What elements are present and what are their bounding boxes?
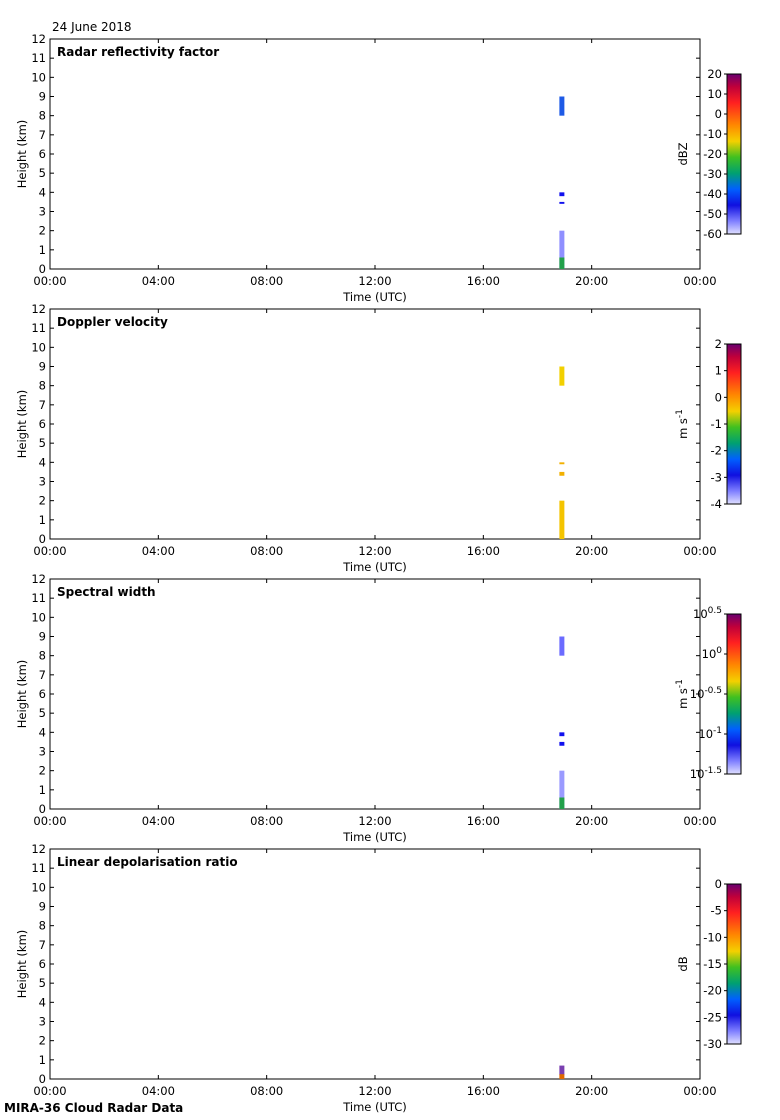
y-tick-label: 7	[38, 127, 46, 142]
radar-echo	[559, 258, 564, 270]
x-tick-label: 04:00	[141, 544, 175, 558]
radar-echo	[559, 798, 564, 810]
y-tick-label: 3	[38, 204, 46, 219]
y-tick-label: 11	[31, 591, 46, 606]
y-tick-label: 2	[38, 493, 46, 508]
colorbar	[727, 614, 741, 774]
colorbar-tick-label: -5	[710, 903, 722, 918]
colorbar-tick-label: -10	[703, 127, 722, 141]
panel-title: Radar reflectivity factor	[57, 45, 220, 59]
y-tick-label: 1	[38, 512, 46, 527]
x-tick-label: 04:00	[141, 274, 175, 288]
y-tick-label: 5	[38, 166, 46, 181]
colorbar-tick-label: -20	[703, 147, 722, 161]
colorbar-tick-label: 1	[714, 363, 722, 378]
x-tick-label: 08:00	[250, 1084, 284, 1098]
radar-echo	[559, 501, 564, 539]
x-tick-label: 08:00	[250, 544, 284, 558]
y-tick-label: 6	[38, 147, 46, 161]
y-tick-label: 2	[38, 763, 46, 778]
colorbar-tick-label: $10^{0.5}$	[693, 606, 722, 621]
y-tick-label: 2	[38, 1033, 46, 1048]
x-tick-label: 04:00	[141, 814, 175, 828]
y-tick-label: 11	[31, 51, 46, 66]
colorbar-tick-label: $10^{-1.5}$	[689, 766, 722, 781]
x-tick-label: 00:00	[683, 274, 717, 288]
colorbar-tick-label: $10^{-0.5}$	[689, 686, 722, 701]
colorbar-tick-label: -30	[703, 1037, 722, 1051]
panel-title: Linear depolarisation ratio	[57, 855, 238, 869]
x-tick-label: 20:00	[575, 1084, 609, 1098]
radar-echo	[559, 742, 564, 746]
panel-title: Spectral width	[57, 585, 156, 599]
y-tick-label: 5	[38, 976, 46, 991]
colorbar-tick-label: -1	[710, 417, 722, 431]
colorbar-tick-label: -30	[703, 167, 722, 181]
plot-frame	[50, 579, 700, 809]
x-axis-label: Time (UTC)	[343, 830, 407, 844]
colorbar-tick-label: 0	[714, 107, 722, 121]
x-tick-label: 16:00	[466, 274, 500, 288]
y-tick-label: 10	[31, 880, 46, 895]
colorbar-unit: dB	[676, 956, 690, 972]
x-tick-label: 16:00	[466, 544, 500, 558]
colorbar-tick-label: 20	[707, 67, 722, 81]
y-tick-label: 9	[38, 629, 46, 644]
colorbar-tick-label: -2	[710, 443, 722, 458]
radar-echo	[559, 97, 564, 116]
colorbar-tick-label: 0	[714, 877, 722, 891]
y-tick-label: 6	[38, 687, 46, 701]
y-tick-label: 4	[38, 995, 46, 1010]
y-tick-label: 12	[31, 32, 46, 46]
y-tick-label: 4	[38, 185, 46, 200]
colorbar-tick-label: -20	[703, 983, 722, 998]
y-tick-label: 10	[31, 610, 46, 625]
y-tick-label: 8	[38, 108, 46, 123]
x-tick-label: 20:00	[575, 274, 609, 288]
y-tick-label: 7	[38, 937, 46, 952]
y-tick-label: 4	[38, 725, 46, 740]
colorbar-tick-label: 2	[714, 337, 722, 351]
colorbar-tick-label: -25	[703, 1010, 722, 1025]
y-axis-label: Height (km)	[15, 119, 29, 189]
colorbar-unit: m $s^{-1}$	[675, 679, 690, 709]
y-tick-label: 12	[31, 842, 46, 856]
y-tick-label: 4	[38, 455, 46, 470]
radar-echo	[559, 192, 564, 196]
x-tick-label: 12:00	[358, 814, 392, 828]
colorbar-tick-label: -10	[703, 930, 722, 945]
y-tick-label: 0	[38, 1072, 46, 1086]
radar-echo	[559, 1074, 564, 1079]
y-tick-label: 3	[38, 1014, 46, 1029]
colorbar-tick-label: $10^{-1}$	[698, 726, 722, 741]
x-tick-label: 08:00	[250, 814, 284, 828]
y-tick-label: 0	[38, 262, 46, 276]
x-axis-label: Time (UTC)	[343, 560, 407, 574]
radar-echo	[559, 202, 564, 204]
y-tick-label: 0	[38, 532, 46, 546]
y-tick-label: 6	[38, 957, 46, 971]
y-tick-label: 1	[38, 242, 46, 257]
x-tick-label: 00:00	[683, 1084, 717, 1098]
y-tick-label: 3	[38, 474, 46, 489]
x-tick-label: 12:00	[358, 1084, 392, 1098]
colorbar-tick-label: -4	[710, 497, 722, 511]
radar-echo	[559, 462, 564, 464]
y-tick-label: 5	[38, 706, 46, 721]
colorbar-tick-label: -3	[710, 470, 722, 485]
y-tick-label: 11	[31, 321, 46, 336]
y-tick-label: 12	[31, 572, 46, 586]
x-tick-label: 16:00	[466, 1084, 500, 1098]
date-label: 24 June 2018	[52, 20, 132, 34]
x-tick-label: 08:00	[250, 274, 284, 288]
x-tick-label: 12:00	[358, 274, 392, 288]
x-tick-label: 20:00	[575, 544, 609, 558]
colorbar-tick-label: $10^0$	[701, 646, 722, 661]
y-tick-label: 1	[38, 782, 46, 797]
colorbar	[727, 344, 741, 504]
x-tick-label: 00:00	[33, 274, 67, 288]
y-tick-label: 2	[38, 223, 46, 238]
y-tick-label: 12	[31, 302, 46, 316]
x-axis-label: Time (UTC)	[343, 290, 407, 304]
x-tick-label: 00:00	[33, 1084, 67, 1098]
plot-frame	[50, 39, 700, 269]
y-tick-label: 3	[38, 744, 46, 759]
colorbar-tick-label: 0	[714, 390, 722, 405]
radar-echo	[559, 367, 564, 386]
y-tick-label: 1	[38, 1052, 46, 1067]
colorbar-tick-label: 10	[707, 87, 722, 101]
x-axis-label: Time (UTC)	[343, 1100, 407, 1114]
y-tick-label: 6	[38, 417, 46, 431]
y-tick-label: 5	[38, 436, 46, 451]
x-tick-label: 16:00	[466, 814, 500, 828]
x-tick-label: 04:00	[141, 1084, 175, 1098]
footer-label: MIRA-36 Cloud Radar Data	[4, 1101, 184, 1115]
y-tick-label: 9	[38, 359, 46, 374]
colorbar-tick-label: -60	[703, 227, 722, 241]
y-tick-label: 9	[38, 899, 46, 914]
plot-frame	[50, 849, 700, 1079]
y-axis-label: Height (km)	[15, 929, 29, 999]
colorbar-unit: m $s^{-1}$	[675, 409, 690, 439]
colorbar	[727, 74, 741, 234]
y-axis-label: Height (km)	[15, 659, 29, 729]
x-tick-label: 00:00	[33, 814, 67, 828]
panel-title: Doppler velocity	[57, 315, 168, 329]
x-tick-label: 12:00	[358, 544, 392, 558]
x-tick-label: 00:00	[33, 544, 67, 558]
y-tick-label: 7	[38, 667, 46, 682]
colorbar-tick-label: -50	[703, 207, 722, 221]
radar-echo	[559, 732, 564, 736]
y-tick-label: 8	[38, 378, 46, 393]
radar-echo	[559, 637, 564, 656]
y-axis-label: Height (km)	[15, 389, 29, 459]
x-tick-label: 00:00	[683, 544, 717, 558]
y-tick-label: 7	[38, 397, 46, 412]
colorbar	[727, 884, 741, 1044]
colorbar-tick-label: -15	[703, 957, 722, 971]
colorbar-unit: dBZ	[676, 142, 690, 166]
y-tick-label: 8	[38, 918, 46, 933]
colorbar-tick-label: -40	[703, 187, 722, 201]
x-tick-label: 00:00	[683, 814, 717, 828]
radar-echo	[559, 1066, 564, 1076]
x-tick-label: 20:00	[575, 814, 609, 828]
radar-echo	[559, 472, 564, 476]
y-tick-label: 10	[31, 340, 46, 355]
y-tick-label: 9	[38, 89, 46, 104]
y-tick-label: 8	[38, 648, 46, 663]
y-tick-label: 11	[31, 861, 46, 876]
plot-frame	[50, 309, 700, 539]
y-tick-label: 0	[38, 802, 46, 816]
y-tick-label: 10	[31, 70, 46, 85]
